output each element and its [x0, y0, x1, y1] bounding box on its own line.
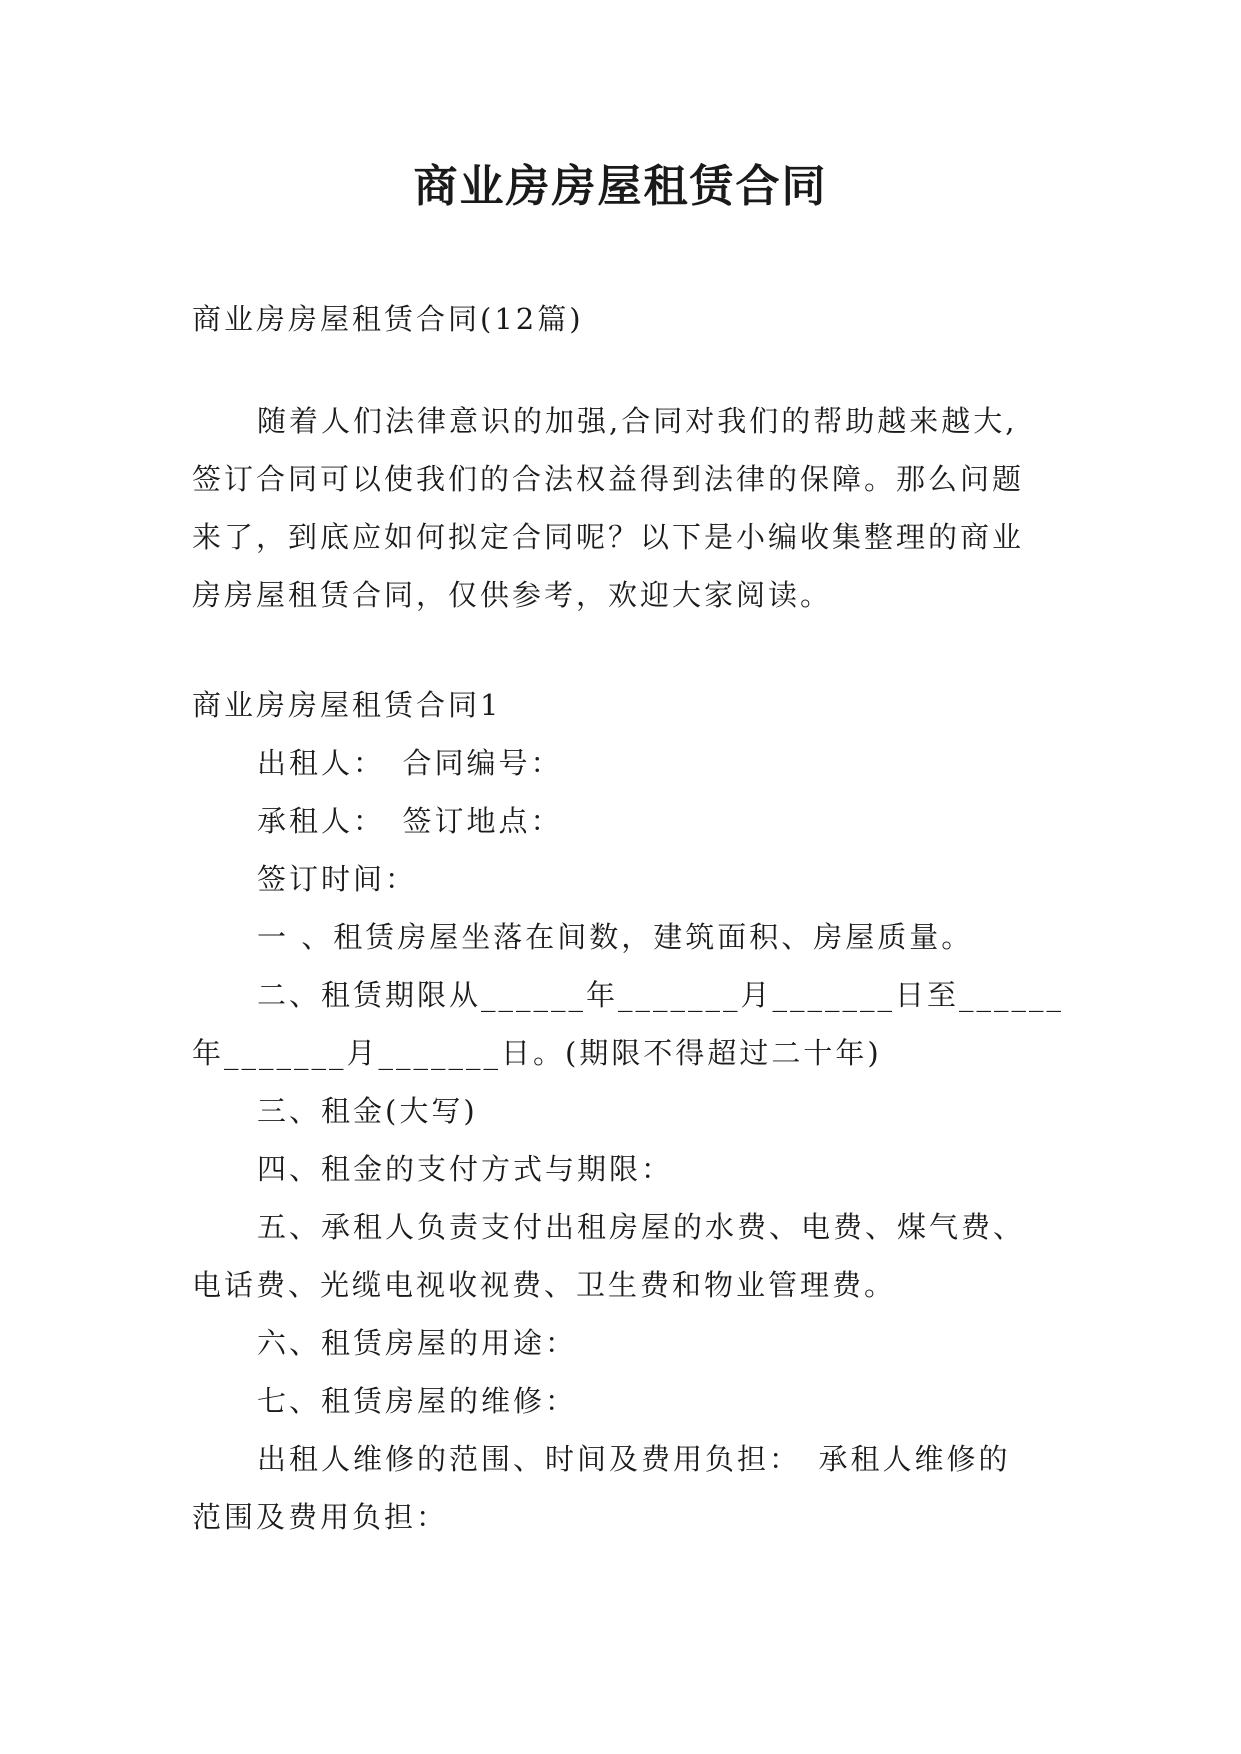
contract-line: 出租人维修的范围、时间及费用负担： 承租人维修的: [257, 1442, 1011, 1476]
intro-line: 房房屋租赁合同，仅供参考，欢迎大家阅读。: [192, 578, 833, 612]
document-title: 商业房房屋租赁合同: [413, 161, 828, 212]
contract-clauses: [192, 734, 1065, 1546]
contract-line: 签订时间：: [257, 862, 418, 896]
contract-line: 出租人： 合同编号：: [257, 746, 563, 780]
document-body: [192, 290, 1065, 1546]
contract-line: 七、租赁房屋的维修：: [257, 1384, 578, 1418]
contract-line: 范围及费用负担：: [192, 1500, 449, 1534]
intro-line: 签订合同可以使我们的合法权益得到法律的保障。那么问题: [192, 462, 1025, 496]
intro-paragraph: [192, 392, 1057, 624]
intro-line: 随着人们法律意识的加强,合同对我们的帮助越来越大,: [257, 404, 1018, 438]
section-heading: 商业房房屋租赁合同1: [192, 688, 502, 722]
intro-line: 来了，到底应如何拟定合同呢？以下是小编收集整理的商业: [192, 520, 1025, 554]
contract-line: 年_______月_______日。(期限不得超过二十年): [192, 1036, 882, 1070]
document-subtitle: 商业房房屋租赁合同(12篇): [192, 302, 584, 336]
contract-line: 承租人： 签订地点：: [257, 804, 563, 838]
contract-line: 六、租赁房屋的用途：: [257, 1326, 578, 1360]
contract-line: 四、租金的支付方式与期限：: [257, 1152, 674, 1186]
contract-line: 三、租金(大写): [257, 1094, 478, 1128]
contract-line: 二、租赁期限从______年_______月_______日至______: [257, 978, 1065, 1012]
contract-line: 五、承租人负责支付出租房屋的水费、电费、煤气费、: [257, 1210, 1026, 1244]
contract-line: 电话费、光缆电视收视费、卫生费和物业管理费。: [192, 1268, 897, 1302]
contract-line: 一 、租赁房屋坐落在间数，建筑面积、房屋质量。: [257, 920, 974, 954]
